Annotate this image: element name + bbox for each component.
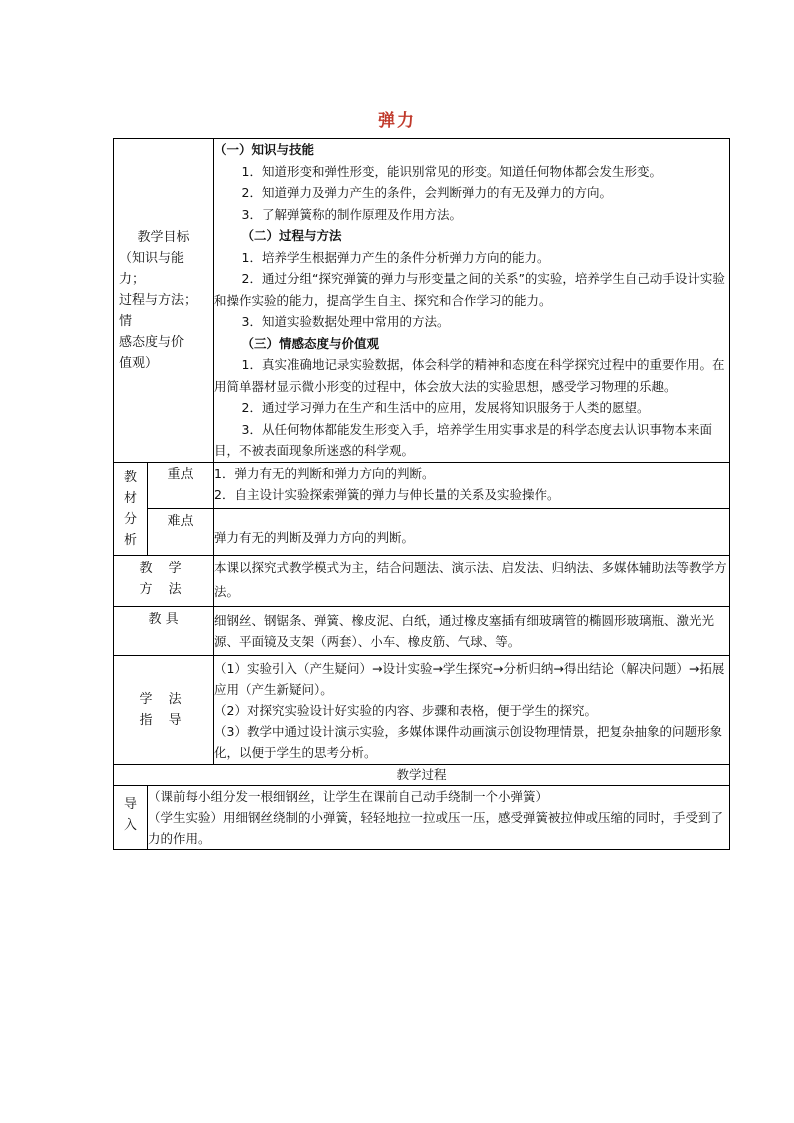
section-heading-attitude: （三）情感态度与价值观 [241,335,380,351]
guidance-item: （2）对探究实验设计好实验的内容、步骤和表格，便于学生的探究。 [214,702,597,718]
intro-row [114,785,730,849]
intro-paragraph: （课前每小组分发一根细钢丝，让学生在课前自己动手绕制一个小弹簧） [148,788,549,804]
key-point-item: 1．弹力有无的判断和弹力方向的判断。 [214,465,435,481]
analysis-label-char: 材 [123,490,137,506]
intro-content [148,785,730,849]
lesson-plan-table [113,138,730,850]
guidance-content [214,655,730,764]
objectives-label-line: 力； [119,271,146,287]
intro-paragraph: （学生实验）用细钢丝绕制的小弹簧，轻轻地拉一拉或压一压，感受弹簧被拉伸或压缩的同时，手受到了力的作用。 [148,809,724,846]
objective-item: 2．通过学习弹力在生产和生活中的应用，发展将知识服务于人类的愿望。 [241,400,650,415]
difficulty-content: 弹力有无的判断及弹力方向的判断。 [214,508,730,555]
objectives-content [214,139,730,463]
methods-row [114,555,730,606]
tools-label: 教 具 [114,606,214,655]
guidance-row [114,655,730,764]
section-heading-process: （二）过程与方法 [241,228,342,243]
key-points-content [214,462,730,508]
objectives-label-line: 教学目标 [137,229,190,245]
intro-label [114,785,148,849]
guidance-item: （1）实验引入（产生疑问）→设计实验→学生探究→分析归纳→得出结论（解决问题）→拓展应用（产生新疑问）。 [214,660,725,697]
guidance-label [114,655,214,764]
objectives-row [114,139,730,463]
difficulty-label: 难点 [148,508,214,555]
intro-label-char: 入 [123,817,137,833]
objectives-label-line: 感态度与价 [119,334,185,350]
objective-item: 3．从任何物体都能发生形变入手，培养学生用实事求是的科学态度去认识事物本来面目，不被表面现象所迷惑的科学观。 [214,421,712,458]
analysis-label-char: 分 [123,511,137,527]
methods-label-line: 教 学 [139,560,188,576]
analysis-difficulty-row [114,508,730,555]
methods-label-line: 方 法 [139,581,188,597]
key-point-item: 2．自主设计实验探索弹簧的弹力与伸长量的关系及实验操作。 [214,487,560,502]
objectives-label-line: 情 [119,313,133,329]
tools-content: 细钢丝、钢锯条、弹簧、橡皮泥、白纸，通过橡皮塞插有细玻璃管的椭圆形玻璃瓶、激光光源、平面镜及支架（两套）、小车、橡皮筋、气球、等。 [214,606,730,655]
objectives-label-line: 过程与方法； [119,292,198,308]
objective-item: 3．知道实验数据处理中常用的方法。 [241,314,450,329]
objective-item: 2．通过分组“探究弹簧的弹力与形变量之间的关系”的实验，培养学生自己动手设计实验和操作实验的能力，提高学生自主、探究和合作学习的能力。 [214,271,725,308]
objective-item: 1．培养学生根据弹力产生的条件分析弹力方向的能力。 [241,249,550,265]
analysis-label-char: 教 [123,469,137,485]
objectives-label [114,139,214,463]
guidance-label-line: 指 导 [139,712,188,728]
objectives-label-line: 值观） [119,355,159,371]
process-header: 教学过程 [114,764,730,785]
intro-label-char: 导 [123,796,137,812]
key-points-label: 重点 [148,462,214,508]
tools-row [114,606,730,655]
objective-item: 3．了解弹簧称的制作原理及作用方法。 [241,206,462,222]
guidance-item: （3）教学中通过设计演示实验，多媒体课件动画演示创设物理情景，把复杂抽象的问题形象化，以便于学生的思考分析。 [214,723,722,760]
objective-item: 1．知道形变和弹性形变，能识别常见的形变。知道任何物体都会发生形变。 [241,163,662,179]
analysis-key-row [114,462,730,508]
analysis-label [114,462,148,555]
objectives-label-line: （知识与能 [119,250,185,266]
objective-item: 2．知道弹力及弹力产生的条件，会判断弹力的有无及弹力的方向。 [241,185,612,200]
section-heading-knowledge: （一）知识与技能 [214,142,315,157]
methods-content: 本课以探究式教学模式为主，结合问题法、演示法、启发法、归纳法、多媒体辅助法等教学方法。 [214,555,730,606]
analysis-label-char: 析 [123,532,137,548]
guidance-label-line: 学 法 [139,691,188,707]
page-title: 弹力 [378,111,416,131]
process-header-row [114,764,730,785]
methods-label [114,555,214,606]
objective-item: 1．真实准确地记录实验数据，体会科学的精神和态度在科学探究过程中的重要作用。在用简单器材显示微小形变的过程中，体会放大法的实验思想，感受学习物理的乐趣。 [214,357,725,394]
